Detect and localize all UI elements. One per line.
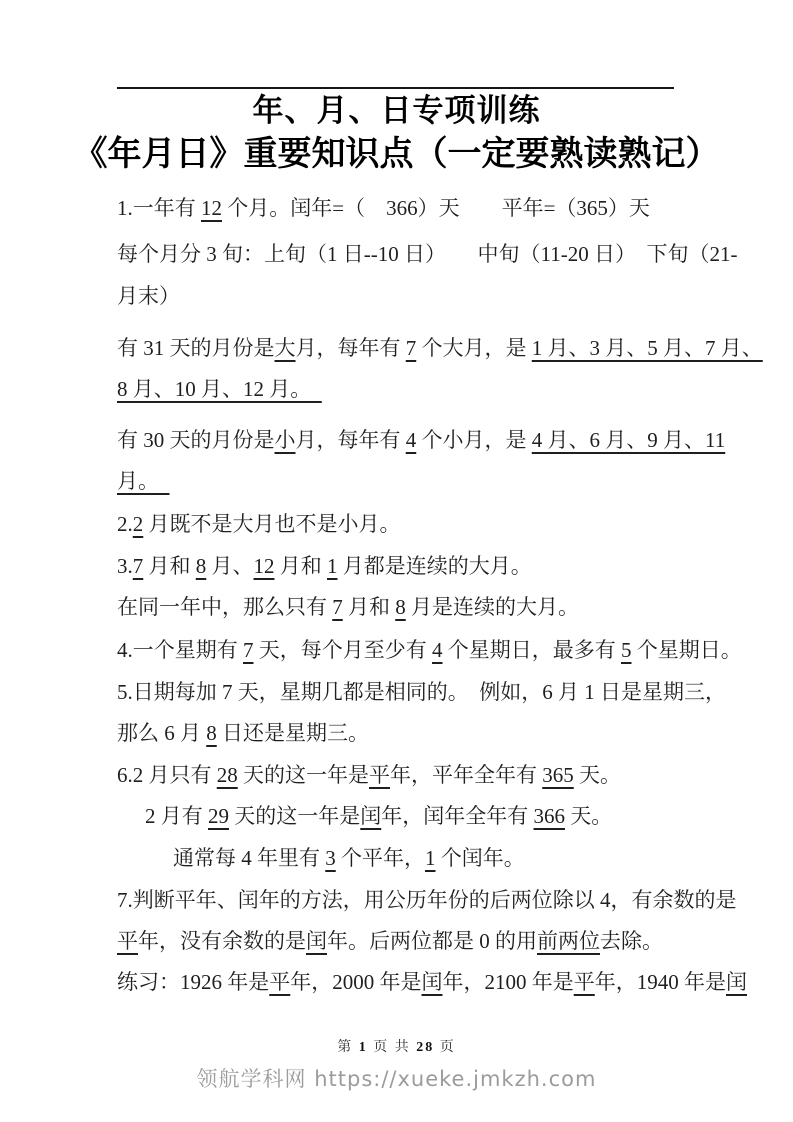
underlined-text: 平	[117, 929, 138, 953]
underlined-text: 12	[201, 196, 222, 220]
text-segment: 4.一个星期有	[117, 638, 243, 662]
text-segment: 在同一年中，那么只有	[117, 595, 333, 619]
text-segment: 那么 6 月	[117, 721, 207, 745]
underlined-text: 366	[533, 804, 565, 828]
underlined-text: 大	[274, 336, 296, 360]
text-line	[117, 594, 579, 620]
text-segment: 通常每 4 年里有	[173, 846, 326, 870]
text-segment: 天。	[565, 804, 613, 828]
text-segment: 年，2000 年是	[290, 970, 422, 994]
text-segment: 3.	[117, 554, 133, 578]
text-line	[117, 679, 726, 705]
underlined-text: 28	[216, 763, 238, 787]
text-line	[117, 511, 401, 537]
text-segment: 个月。闰年=（ 366）天 平年=（365）天	[222, 196, 650, 220]
text-segment: 2 月有	[145, 804, 208, 828]
underlined-text: 闰	[306, 929, 327, 953]
underlined-text: 1 月、3 月、5 月、7 月、	[531, 336, 763, 360]
text-segment: 月、	[206, 554, 254, 578]
underlined-text: 小	[274, 428, 296, 452]
text-segment: 年。后两位都是 0 的用	[327, 929, 537, 953]
underlined-text: 4 月、6 月、9 月、11	[531, 428, 726, 452]
text-line	[145, 803, 612, 829]
text-segment: 天的这一年是	[229, 804, 361, 828]
text-segment: 个闰年。	[435, 846, 525, 870]
underlined-text: 闰	[360, 804, 382, 828]
text-line	[117, 553, 532, 579]
text-segment: 月都是连续的大月。	[337, 554, 532, 578]
page-number-value: 1	[358, 1040, 368, 1055]
underlined-text: 平	[573, 970, 595, 994]
underlined-text: 8 月、10 月、12 月。	[117, 377, 322, 401]
text-segment: 月，每年有	[295, 428, 406, 452]
text-line	[117, 241, 737, 267]
page-subtitle: 《年月日》重要知识点（一定要熟读熟记）	[73, 134, 720, 174]
text-segment: 年，2100 年是	[442, 970, 574, 994]
underlined-text: 8	[395, 595, 406, 619]
text-segment: 日还是星期三。	[216, 721, 369, 745]
text-line	[117, 887, 737, 913]
text-line	[117, 283, 180, 309]
page-number-text: 第	[337, 1040, 359, 1055]
underlined-text: 5	[621, 638, 632, 662]
underlined-text: 前两位	[537, 929, 600, 953]
text-line	[117, 376, 322, 402]
underlined-text: 365	[542, 763, 574, 787]
text-line	[117, 720, 369, 746]
text-segment: 天，每个月至少有	[253, 638, 432, 662]
text-segment: 年，没有余数的是	[138, 929, 306, 953]
text-line	[173, 845, 525, 871]
underlined-text: 7	[332, 595, 343, 619]
header-rule	[117, 87, 674, 89]
underlined-text: 闰	[421, 970, 443, 994]
text-segment: 月和	[274, 554, 327, 578]
text-segment: 练习：1926 年是	[117, 970, 270, 994]
text-line	[117, 969, 747, 995]
text-segment: 个平年，	[335, 846, 425, 870]
text-segment: 每个月分 3 旬：上旬（1 日--10 日） 中旬（11-20 日） 下旬（21-	[117, 242, 738, 266]
text-line	[117, 762, 621, 788]
underlined-text: 2	[132, 512, 144, 536]
underlined-text: 月。	[117, 469, 170, 493]
underlined-text: 4	[405, 428, 417, 452]
underlined-text: 1	[425, 846, 436, 870]
page-number-text: 页 共	[367, 1040, 417, 1055]
text-segment: 天。	[573, 763, 621, 787]
text-line	[117, 427, 725, 453]
underlined-text: 7	[243, 638, 254, 662]
page-number-text: 页	[434, 1040, 456, 1055]
text-line	[117, 928, 663, 954]
text-segment: 年，平年全年有	[390, 763, 543, 787]
underlined-text: 4	[432, 638, 443, 662]
text-line	[117, 195, 650, 221]
underlined-text: 1	[327, 554, 338, 578]
underlined-text: 8	[206, 721, 217, 745]
text-segment: 有 30 天的月份是	[117, 428, 275, 452]
text-segment: 有 31 天的月份是	[117, 336, 275, 360]
text-segment: 月和	[342, 595, 396, 619]
text-segment: 去除。	[600, 929, 663, 953]
underlined-text: 7	[405, 336, 417, 360]
underlined-text: 平	[369, 763, 390, 787]
underlined-text: 3	[325, 846, 336, 870]
text-segment: 月末）	[117, 284, 180, 308]
text-line	[117, 468, 170, 494]
text-segment: 月，每年有	[295, 336, 406, 360]
underlined-text: 12	[253, 554, 275, 578]
text-segment: 月和	[143, 554, 196, 578]
text-segment: 个大月，是	[416, 336, 532, 360]
text-segment: 个小月，是	[416, 428, 532, 452]
text-segment: 6.2 月只有	[117, 763, 217, 787]
text-segment: 个星期日，最多有	[442, 638, 621, 662]
site-watermark: 领航学科网 https://xueke.jmkzh.com	[196, 1067, 597, 1091]
text-segment: 月是连续的大月。	[405, 595, 579, 619]
page-number-value: 28	[416, 1040, 435, 1055]
underlined-text: 7	[132, 554, 144, 578]
text-segment: 个星期日。	[631, 638, 742, 662]
text-segment: 2.	[117, 512, 133, 536]
underlined-text: 闰	[726, 970, 747, 994]
text-segment: 年，闰年全年有	[381, 804, 534, 828]
text-segment: 月既不是大月也不是小月。	[143, 512, 401, 536]
text-segment: 1.一年有	[117, 196, 201, 220]
underlined-text: 29	[208, 804, 229, 828]
page-title: 年、月、日专项训练	[252, 93, 541, 129]
text-segment: 天的这一年是	[237, 763, 369, 787]
text-segment: 7.判断平年、闰年的方法，用公历年份的后两位除以 4，有余数的是	[117, 888, 737, 912]
text-segment: 年，1940 年是	[594, 970, 726, 994]
page-number-footer	[0, 1036, 793, 1056]
text-line	[117, 637, 742, 663]
text-line	[117, 335, 763, 361]
underlined-text: 8	[195, 554, 207, 578]
underlined-text: 平	[269, 970, 291, 994]
text-segment: 5.日期每加 7 天，星期几都是相同的。 例如，6 月 1 日是星期三，	[117, 680, 726, 704]
